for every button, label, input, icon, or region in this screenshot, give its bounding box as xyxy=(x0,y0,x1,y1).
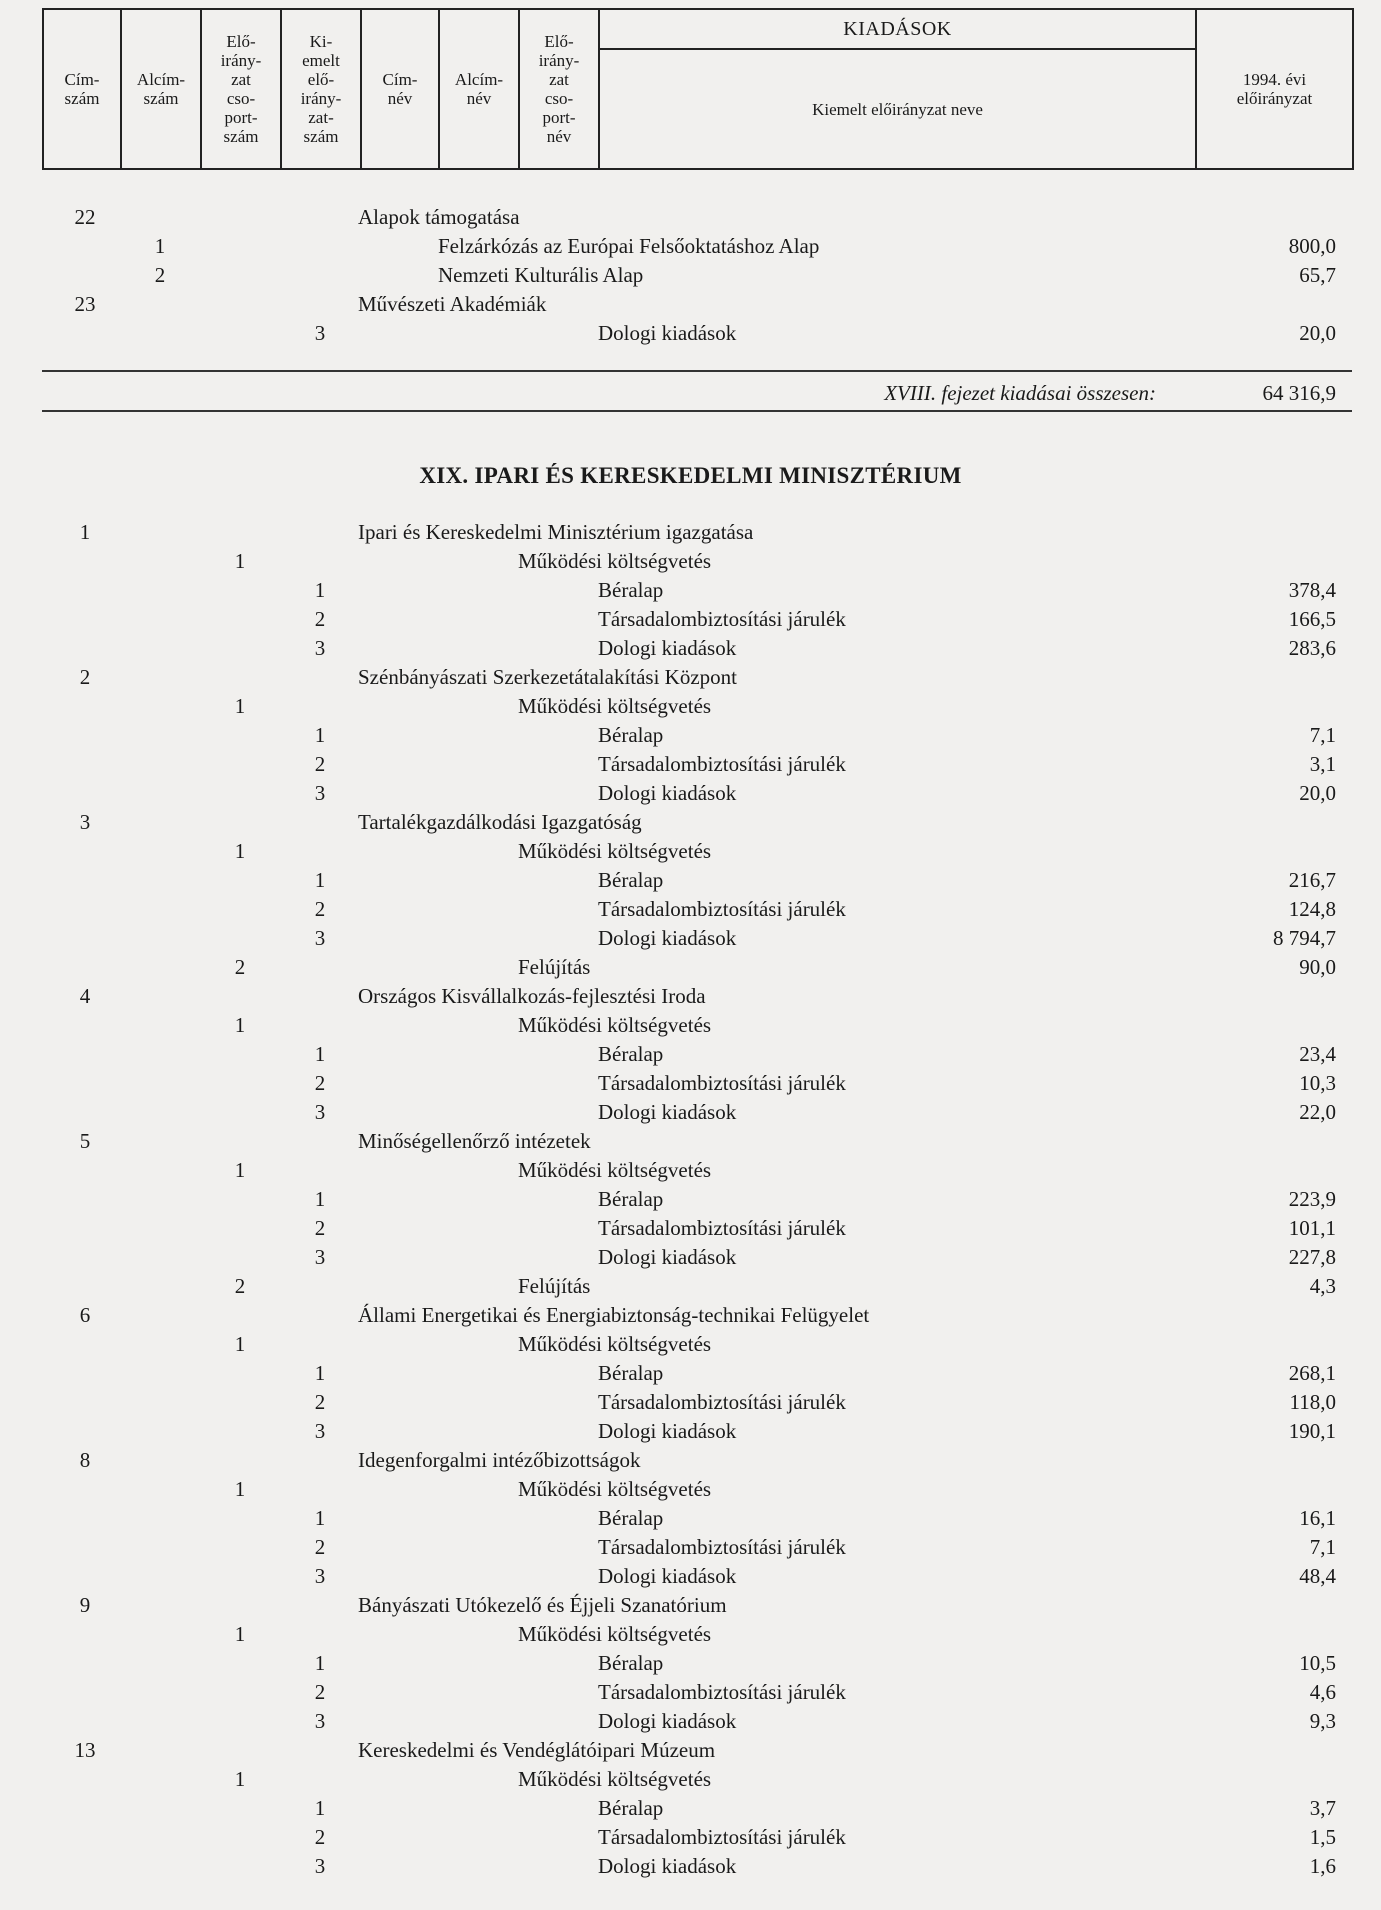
budget-line-amount: 7,1 xyxy=(1309,1535,1336,1559)
budget-line-row xyxy=(0,721,1381,749)
kiemelt-eloiranyzat-number: 3 xyxy=(314,636,326,660)
eloiranyzat-csoport-number: 1 xyxy=(234,1767,246,1791)
budget-line-amount: 268,1 xyxy=(1288,1361,1336,1385)
header-cim-szam: Cím- szám xyxy=(43,9,121,169)
kiemelt-eloiranyzat-number: 3 xyxy=(314,926,326,950)
budget-line-name: Dologi kiadások xyxy=(598,1854,737,1878)
budget-line-row xyxy=(0,779,1381,807)
budget-line-row xyxy=(0,576,1381,604)
budget-line-row xyxy=(0,866,1381,894)
eloiranyzat-csoport-number: 1 xyxy=(234,694,246,718)
budget-line-name: Működési költségvetés xyxy=(518,1332,712,1356)
budget-line-amount: 3,7 xyxy=(1309,1796,1336,1820)
budget-line-row xyxy=(0,1272,1381,1300)
budget-line-amount: 22,0 xyxy=(1299,1100,1336,1124)
header-eloiranyzat-csoport-nev: Elő- irány- zat cso- port- név xyxy=(519,9,599,169)
budget-line-row xyxy=(0,1417,1381,1445)
budget-line-row xyxy=(0,1069,1381,1097)
budget-line-row xyxy=(0,1852,1381,1880)
budget-line-name: Dologi kiadások xyxy=(598,321,737,345)
budget-line-row xyxy=(0,663,1381,691)
kiemelt-eloiranyzat-number: 2 xyxy=(314,607,326,631)
alcim-number: 2 xyxy=(154,263,166,287)
cim-number: 5 xyxy=(79,1129,91,1153)
kiemelt-eloiranyzat-number: 1 xyxy=(314,1187,326,1211)
budget-line-row xyxy=(0,1098,1381,1126)
budget-line-amount: 4,3 xyxy=(1309,1274,1336,1298)
budget-line-name: Béralap xyxy=(598,1651,664,1675)
kiemelt-eloiranyzat-number: 3 xyxy=(314,781,326,805)
budget-line-name: Minőségellenőrző intézetek xyxy=(358,1129,591,1153)
budget-line-name: Béralap xyxy=(598,1796,664,1820)
budget-line-row xyxy=(0,1388,1381,1416)
budget-line-name: Béralap xyxy=(598,1187,664,1211)
cim-number: 23 xyxy=(74,292,96,316)
alcim-number: 1 xyxy=(154,234,166,258)
budget-line-row xyxy=(0,1620,1381,1648)
budget-line-name: Társadalombiztosítási járulék xyxy=(598,1390,846,1414)
kiemelt-eloiranyzat-number: 2 xyxy=(314,1680,326,1704)
budget-line-name: Bányászati Utókezelő és Éjjeli Szanatórium xyxy=(358,1593,727,1617)
eloiranyzat-csoport-number: 2 xyxy=(234,1274,246,1298)
budget-line-row xyxy=(0,232,1381,260)
kiemelt-eloiranyzat-number: 1 xyxy=(314,1361,326,1385)
budget-line-row xyxy=(0,895,1381,923)
budget-line-amount: 1,6 xyxy=(1309,1854,1336,1878)
cim-number: 22 xyxy=(74,205,96,229)
budget-line-amount: 223,9 xyxy=(1288,1187,1336,1211)
budget-line-name: Dologi kiadások xyxy=(598,1100,737,1124)
budget-line-row xyxy=(0,319,1381,347)
budget-line-name: Állami Energetikai és Energiabiztonság-technikai Felügyelet xyxy=(358,1303,870,1327)
budget-line-name: Működési költségvetés xyxy=(518,549,712,573)
eloiranyzat-csoport-number: 2 xyxy=(234,955,246,979)
budget-line-row xyxy=(0,1330,1381,1358)
kiemelt-eloiranyzat-number: 2 xyxy=(314,1825,326,1849)
budget-line-row xyxy=(0,1185,1381,1213)
budget-line-amount: 166,5 xyxy=(1288,607,1336,631)
column-header-table xyxy=(42,8,1354,170)
kiemelt-eloiranyzat-number: 1 xyxy=(314,1796,326,1820)
header-kiadasok: KIADÁSOK xyxy=(599,9,1196,49)
cim-number: 9 xyxy=(79,1593,91,1617)
budget-line-row xyxy=(0,1011,1381,1039)
budget-line-name: Béralap xyxy=(598,1506,664,1530)
budget-line-row xyxy=(0,808,1381,836)
budget-line-name: Idegenforgalmi intézőbizottságok xyxy=(358,1448,641,1472)
budget-line-row xyxy=(0,261,1381,289)
budget-line-row xyxy=(0,290,1381,318)
budget-line-name: Felzárkózás az Európai Felsőoktatáshoz Alap xyxy=(438,234,820,258)
budget-line-row xyxy=(0,1562,1381,1590)
budget-line-row xyxy=(0,1533,1381,1561)
budget-line-amount: 3,1 xyxy=(1309,752,1336,776)
budget-line-row xyxy=(0,1301,1381,1329)
budget-line-row xyxy=(0,518,1381,546)
kiemelt-eloiranyzat-number: 3 xyxy=(314,1564,326,1588)
budget-line-row xyxy=(0,1359,1381,1387)
budget-line-row xyxy=(0,1678,1381,1706)
budget-line-name: Társadalombiztosítási járulék xyxy=(598,1071,846,1095)
budget-line-name: Működési költségvetés xyxy=(518,694,712,718)
budget-line-name: Tartalékgazdálkodási Igazgatóság xyxy=(358,810,642,834)
total-bottom-rule xyxy=(42,410,1352,412)
budget-line-row xyxy=(0,982,1381,1010)
budget-line-name: Béralap xyxy=(598,578,664,602)
budget-line-name: Nemzeti Kulturális Alap xyxy=(438,263,644,287)
header-eloiranyzat-csoport-szam: Elő- irány- zat cso- port- szám xyxy=(201,9,281,169)
budget-line-row xyxy=(0,1794,1381,1822)
budget-line-name: Béralap xyxy=(598,1042,664,1066)
budget-line-name: Társadalombiztosítási járulék xyxy=(598,1680,846,1704)
budget-line-name: Béralap xyxy=(598,723,664,747)
header-kiemelt-eloiranyzat-szam: Ki- emelt elő- irány- zat- szám xyxy=(281,9,361,169)
budget-line-name: Dologi kiadások xyxy=(598,1564,737,1588)
budget-line-name: Működési költségvetés xyxy=(518,1622,712,1646)
budget-line-name: Társadalombiztosítási járulék xyxy=(598,752,846,776)
eloiranyzat-csoport-number: 1 xyxy=(234,1622,246,1646)
budget-line-amount: 4,6 xyxy=(1309,1680,1336,1704)
budget-line-row xyxy=(0,1765,1381,1793)
kiemelt-eloiranyzat-number: 1 xyxy=(314,723,326,747)
budget-line-name: Felújítás xyxy=(518,1274,591,1298)
budget-line-name: Működési költségvetés xyxy=(518,1158,712,1182)
section-title: XIX. IPARI ÉS KERESKEDELMI MINISZTÉRIUM xyxy=(419,463,962,488)
budget-line-row xyxy=(0,1127,1381,1155)
budget-line-name: Szénbányászati Szerkezetátalakítási Központ xyxy=(358,665,738,689)
eloiranyzat-csoport-number: 1 xyxy=(234,1158,246,1182)
budget-line-row xyxy=(0,1591,1381,1619)
budget-line-name: Társadalombiztosítási járulék xyxy=(598,607,846,631)
budget-line-amount: 190,1 xyxy=(1288,1419,1336,1443)
header-alcim-szam: Alcím- szám xyxy=(121,9,201,169)
chapter-total-label: XVIII. fejezet kiadásai összesen: xyxy=(884,381,1156,405)
eloiranyzat-csoport-number: 1 xyxy=(234,1477,246,1501)
budget-line-amount: 1,5 xyxy=(1309,1825,1336,1849)
kiemelt-eloiranyzat-number: 3 xyxy=(314,1709,326,1733)
budget-line-amount: 10,5 xyxy=(1299,1651,1336,1675)
budget-line-amount: 8 794,7 xyxy=(1273,926,1336,950)
chapter-total-value: 64 316,9 xyxy=(1262,381,1336,405)
kiemelt-eloiranyzat-number: 1 xyxy=(314,1506,326,1530)
kiemelt-eloiranyzat-number: 1 xyxy=(314,868,326,892)
budget-line-amount: 101,1 xyxy=(1288,1216,1336,1240)
budget-line-name: Dologi kiadások xyxy=(598,1419,737,1443)
header-alcim-nev: Alcím- név xyxy=(439,9,519,169)
budget-line-name: Dologi kiadások xyxy=(598,1709,737,1733)
budget-line-name: Működési költségvetés xyxy=(518,1477,712,1501)
cim-number: 4 xyxy=(79,984,91,1008)
budget-line-name: Társadalombiztosítási járulék xyxy=(598,1535,846,1559)
budget-line-amount: 124,8 xyxy=(1288,897,1336,921)
budget-line-row xyxy=(0,1243,1381,1271)
budget-line-row xyxy=(0,1475,1381,1503)
budget-line-name: Országos Kisvállalkozás-fejlesztési Iroda xyxy=(358,984,706,1008)
budget-line-row xyxy=(0,1040,1381,1068)
budget-line-amount: 283,6 xyxy=(1288,636,1336,660)
budget-line-row xyxy=(0,1649,1381,1677)
budget-line-name: Ipari és Kereskedelmi Minisztérium igazgatása xyxy=(358,520,754,544)
kiemelt-eloiranyzat-number: 2 xyxy=(314,1390,326,1414)
cim-number: 13 xyxy=(74,1738,96,1762)
budget-line-row xyxy=(0,1504,1381,1532)
budget-line-amount: 16,1 xyxy=(1299,1506,1336,1530)
budget-line-amount: 378,4 xyxy=(1288,578,1336,602)
budget-line-name: Alapok támogatása xyxy=(358,205,520,229)
budget-line-name: Béralap xyxy=(598,1361,664,1385)
budget-line-name: Művészeti Akadémiák xyxy=(358,292,547,316)
budget-line-row xyxy=(0,1707,1381,1735)
kiemelt-eloiranyzat-number: 1 xyxy=(314,578,326,602)
cim-number: 2 xyxy=(79,665,91,689)
budget-line-name: Dologi kiadások xyxy=(598,636,737,660)
cim-number: 3 xyxy=(79,810,91,834)
budget-line-row xyxy=(0,924,1381,952)
budget-line-row xyxy=(0,1446,1381,1474)
header-kiemelt-eloiranyzat-neve: Kiemelt előirányzat neve xyxy=(599,49,1196,169)
kiemelt-eloiranyzat-number: 3 xyxy=(314,1245,326,1269)
budget-line-name: Dologi kiadások xyxy=(598,926,737,950)
header-cim-nev: Cím- név xyxy=(361,9,439,169)
budget-line-row xyxy=(0,203,1381,231)
total-top-rule xyxy=(42,370,1352,372)
budget-line-row xyxy=(0,1156,1381,1184)
kiemelt-eloiranyzat-number: 1 xyxy=(314,1042,326,1066)
eloiranyzat-csoport-number: 1 xyxy=(234,1332,246,1356)
budget-line-name: Dologi kiadások xyxy=(598,781,737,805)
budget-line-row xyxy=(0,750,1381,778)
budget-line-amount: 216,7 xyxy=(1288,868,1336,892)
budget-line-row xyxy=(0,953,1381,981)
budget-line-amount: 9,3 xyxy=(1309,1709,1336,1733)
kiemelt-eloiranyzat-number: 3 xyxy=(314,1419,326,1443)
budget-line-amount: 118,0 xyxy=(1289,1390,1336,1414)
budget-line-name: Társadalombiztosítási járulék xyxy=(598,897,846,921)
kiemelt-eloiranyzat-number: 3 xyxy=(314,1100,326,1124)
budget-line-name: Dologi kiadások xyxy=(598,1245,737,1269)
budget-line-amount: 48,4 xyxy=(1299,1564,1336,1588)
budget-line-row xyxy=(0,605,1381,633)
kiemelt-eloiranyzat-number: 2 xyxy=(314,1216,326,1240)
budget-line-row xyxy=(0,692,1381,720)
budget-line-amount: 227,8 xyxy=(1288,1245,1336,1269)
kiemelt-eloiranyzat-number: 1 xyxy=(314,1651,326,1675)
budget-line-name: Társadalombiztosítási járulék xyxy=(598,1825,846,1849)
budget-line-row xyxy=(0,1823,1381,1851)
cim-number: 8 xyxy=(79,1448,91,1472)
budget-line-row xyxy=(0,634,1381,662)
kiemelt-eloiranyzat-number: 3 xyxy=(314,321,326,345)
kiemelt-eloiranyzat-number: 2 xyxy=(314,897,326,921)
budget-line-amount: 20,0 xyxy=(1299,321,1336,345)
eloiranyzat-csoport-number: 1 xyxy=(234,839,246,863)
eloiranyzat-csoport-number: 1 xyxy=(234,549,246,573)
chapter-total-row xyxy=(0,378,1381,408)
budget-line-name: Működési költségvetés xyxy=(518,1767,712,1791)
kiemelt-eloiranyzat-number: 2 xyxy=(314,752,326,776)
eloiranyzat-csoport-number: 1 xyxy=(234,1013,246,1037)
kiemelt-eloiranyzat-number: 2 xyxy=(314,1535,326,1559)
budget-line-name: Működési költségvetés xyxy=(518,1013,712,1037)
budget-line-amount: 10,3 xyxy=(1299,1071,1336,1095)
cim-number: 6 xyxy=(79,1303,91,1327)
budget-line-amount: 800,0 xyxy=(1288,234,1336,258)
budget-line-amount: 23,4 xyxy=(1299,1042,1336,1066)
budget-line-name: Béralap xyxy=(598,868,664,892)
budget-line-row xyxy=(0,547,1381,575)
budget-line-name: Felújítás xyxy=(518,955,591,979)
budget-line-row xyxy=(0,1736,1381,1764)
budget-line-amount: 90,0 xyxy=(1299,955,1336,979)
cim-number: 1 xyxy=(79,520,91,544)
budget-line-amount: 20,0 xyxy=(1299,781,1336,805)
header-eloiranyzat-1994: 1994. évi előirányzat xyxy=(1196,9,1353,169)
kiemelt-eloiranyzat-number: 2 xyxy=(314,1071,326,1095)
budget-line-name: Társadalombiztosítási járulék xyxy=(598,1216,846,1240)
budget-line-name: Működési költségvetés xyxy=(518,839,712,863)
kiemelt-eloiranyzat-number: 3 xyxy=(314,1854,326,1878)
budget-line-row xyxy=(0,837,1381,865)
budget-line-row xyxy=(0,1214,1381,1242)
budget-line-amount: 7,1 xyxy=(1309,723,1336,747)
budget-line-name: Kereskedelmi és Vendéglátóipari Múzeum xyxy=(358,1738,716,1762)
budget-line-amount: 65,7 xyxy=(1299,263,1336,287)
